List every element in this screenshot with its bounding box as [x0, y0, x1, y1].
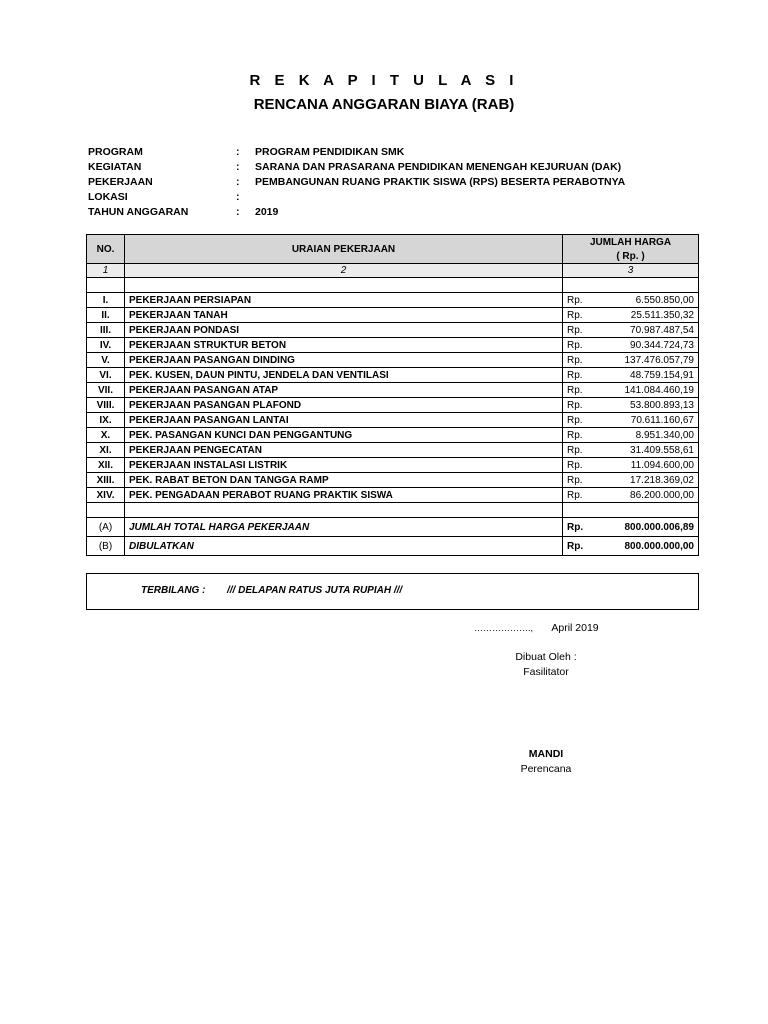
row-no: XIV. — [87, 488, 125, 503]
blank-cell — [125, 503, 563, 518]
terbilang-label: TERBILANG : — [141, 585, 206, 596]
row-uraian: PEKERJAAN PENGECATAN — [125, 443, 563, 458]
rab-recap-table — [86, 234, 699, 556]
info-label: PROGRAM — [88, 146, 143, 158]
row-uraian: PEKERJAAN TANAH — [125, 308, 563, 323]
terbilang-value: /// DELAPAN RATUS JUTA RUPIAH /// — [227, 585, 403, 596]
info-value: 2019 — [255, 206, 279, 218]
table-row — [87, 443, 699, 458]
table-row — [87, 338, 699, 353]
rounded-value: 800.000.000,00 — [593, 537, 699, 556]
row-value: 90.344.724,73 — [593, 338, 699, 353]
row-value: 141.084.460,19 — [593, 383, 699, 398]
row-no: VIII. — [87, 398, 125, 413]
date-line — [474, 622, 599, 634]
row-no: VII. — [87, 383, 125, 398]
table-index-row — [87, 264, 699, 278]
row-no: V. — [87, 353, 125, 368]
total-value: 800.000.006,89 — [593, 518, 699, 537]
index-col-2: 2 — [125, 264, 563, 278]
row-currency: Rp. — [563, 488, 594, 503]
info-value: PROGRAM PENDIDIKAN SMK — [255, 146, 405, 158]
info-row-pekerjaan — [88, 175, 625, 190]
row-currency: Rp. — [563, 383, 594, 398]
row-no: III. — [87, 323, 125, 338]
row-uraian: PEK. PASANGAN KUNCI DAN PENGGANTUNG — [125, 428, 563, 443]
row-currency: Rp. — [563, 308, 594, 323]
row-uraian: PEK. RABAT BETON DAN TANGGA RAMP — [125, 473, 563, 488]
terbilang-box — [86, 573, 699, 610]
signatory-role: Perencana — [520, 763, 572, 775]
table-header-row — [87, 235, 699, 250]
signature-date: April 2019 — [551, 622, 599, 634]
table-row — [87, 383, 699, 398]
row-uraian: PEK. PENGADAAN PERABOT RUANG PRAKTIK SISWA — [125, 488, 563, 503]
row-currency: Rp. — [563, 353, 594, 368]
row-value: 17.218.369,02 — [593, 473, 699, 488]
table-row — [87, 323, 699, 338]
row-uraian: PEKERJAAN PONDASI — [125, 323, 563, 338]
table-row — [87, 413, 699, 428]
row-value: 6.550.850,00 — [593, 293, 699, 308]
table-row — [87, 398, 699, 413]
row-currency: Rp. — [563, 428, 594, 443]
info-row-tahun-anggaran — [88, 205, 625, 220]
table-row — [87, 488, 699, 503]
blank-row — [87, 278, 699, 293]
place-placeholder: ………………., — [474, 623, 534, 633]
info-label: PEKERJAAN — [88, 176, 153, 188]
project-info — [88, 145, 625, 220]
row-currency: Rp. — [563, 413, 594, 428]
rounded-row — [87, 537, 699, 556]
header-jumlah-harga: JUMLAH HARGA — [563, 235, 699, 250]
info-colon: : — [236, 161, 240, 173]
row-uraian: PEKERJAAN STRUKTUR BETON — [125, 338, 563, 353]
row-value: 70.611.160,67 — [593, 413, 699, 428]
row-no: XI. — [87, 443, 125, 458]
row-value: 8.951.340,00 — [593, 428, 699, 443]
index-col-3: 3 — [563, 264, 699, 278]
row-uraian: PEKERJAAN PASANGAN LANTAI — [125, 413, 563, 428]
row-value: 53.800.893,13 — [593, 398, 699, 413]
total-label: JUMLAH TOTAL HARGA PEKERJAAN — [125, 518, 563, 537]
row-no: X. — [87, 428, 125, 443]
info-colon: : — [236, 146, 240, 158]
table-row — [87, 458, 699, 473]
header-no: NO. — [87, 235, 125, 264]
info-row-lokasi — [88, 190, 625, 205]
document-subtitle: RENCANA ANGGARAN BIAYA (RAB) — [253, 96, 515, 113]
made-by-role: Fasilitator — [523, 666, 569, 678]
table-row — [87, 308, 699, 323]
info-row-program — [88, 145, 625, 160]
row-value: 25.511.350,32 — [593, 308, 699, 323]
row-no: XIII. — [87, 473, 125, 488]
blank-cell — [87, 278, 125, 293]
table-row — [87, 428, 699, 443]
row-currency: Rp. — [563, 338, 594, 353]
row-uraian: PEKERJAAN PERSIAPAN — [125, 293, 563, 308]
signatory-name: MANDI — [528, 748, 564, 760]
table-row — [87, 293, 699, 308]
rounded-no: (B) — [87, 537, 125, 556]
header-rp-unit: ( Rp. ) — [563, 249, 699, 264]
table-row — [87, 353, 699, 368]
row-currency: Rp. — [563, 323, 594, 338]
row-currency: Rp. — [563, 368, 594, 383]
row-value: 48.759.154,91 — [593, 368, 699, 383]
row-value: 137.476.057,79 — [593, 353, 699, 368]
row-currency: Rp. — [563, 398, 594, 413]
row-value: 31.409.558,61 — [593, 443, 699, 458]
info-colon: : — [236, 191, 240, 203]
rounded-currency: Rp. — [563, 537, 594, 556]
blank-cell — [563, 278, 699, 293]
row-no: XII. — [87, 458, 125, 473]
info-row-kegiatan — [88, 160, 625, 175]
blank-cell — [563, 503, 699, 518]
info-label: LOKASI — [88, 191, 128, 203]
row-uraian: PEKERJAAN PASANGAN ATAP — [125, 383, 563, 398]
made-by-label: Dibuat Oleh : — [515, 651, 577, 663]
row-no: IX. — [87, 413, 125, 428]
row-uraian: PEKERJAAN PASANGAN DINDING — [125, 353, 563, 368]
rounded-label: DIBULATKAN — [125, 537, 563, 556]
blank-cell — [125, 278, 563, 293]
total-currency: Rp. — [563, 518, 594, 537]
index-col-1: 1 — [87, 264, 125, 278]
table-row — [87, 368, 699, 383]
table-row — [87, 473, 699, 488]
row-currency: Rp. — [563, 458, 594, 473]
row-no: IV. — [87, 338, 125, 353]
row-uraian: PEKERJAAN INSTALASI LISTRIK — [125, 458, 563, 473]
blank-row — [87, 503, 699, 518]
row-value: 86.200.000,00 — [593, 488, 699, 503]
row-no: II. — [87, 308, 125, 323]
info-label: KEGIATAN — [88, 161, 142, 173]
row-uraian: PEKERJAAN PASANGAN PLAFOND — [125, 398, 563, 413]
total-no: (A) — [87, 518, 125, 537]
info-colon: : — [236, 206, 240, 218]
row-value: 11.094.600,00 — [593, 458, 699, 473]
info-label: TAHUN ANGGARAN — [88, 206, 189, 218]
row-uraian: PEK. KUSEN, DAUN PINTU, JENDELA DAN VENTILASI — [125, 368, 563, 383]
row-currency: Rp. — [563, 293, 594, 308]
info-value: PEMBANGUNAN RUANG PRAKTIK SISWA (RPS) BESERTA PERABOTNYA — [255, 176, 626, 188]
blank-cell — [87, 503, 125, 518]
document-title: R E K A P I T U L A S I — [249, 72, 519, 89]
info-value: SARANA DAN PRASARANA PENDIDIKAN MENENGAH KEJURUAN (DAK) — [255, 161, 622, 173]
row-no: VI. — [87, 368, 125, 383]
total-row — [87, 518, 699, 537]
row-currency: Rp. — [563, 443, 594, 458]
row-no: I. — [87, 293, 125, 308]
info-colon: : — [236, 176, 240, 188]
header-uraian: URAIAN PEKERJAAN — [125, 235, 563, 264]
row-value: 70.987.487,54 — [593, 323, 699, 338]
row-currency: Rp. — [563, 473, 594, 488]
